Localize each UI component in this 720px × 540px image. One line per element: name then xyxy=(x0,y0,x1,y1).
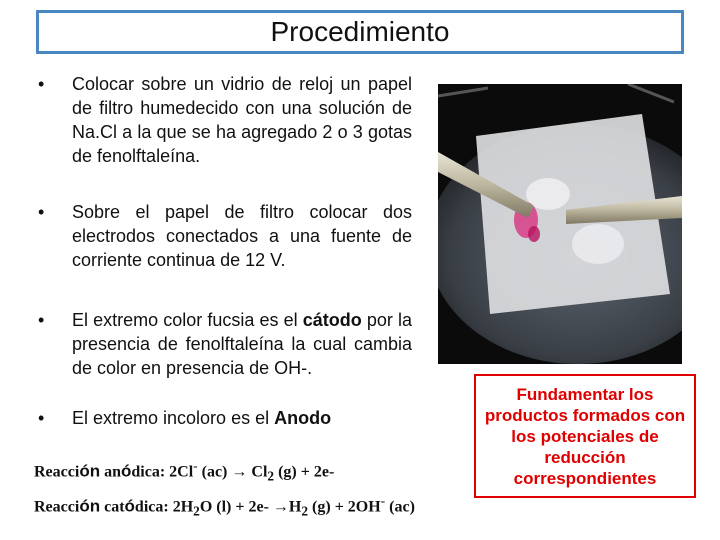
bullet-marker: • xyxy=(38,74,45,94)
bullet-text-part: por la presencia de fenolftaleína la cual cambia de color en presencia de OH-. xyxy=(72,310,412,378)
bullet-text-part: El extremo color fucsia es el xyxy=(72,310,303,330)
fuchsia-stain-core xyxy=(528,226,540,242)
reaction-text: cat xyxy=(100,497,125,515)
callout-box xyxy=(474,374,696,498)
bullet-text-part: El extremo incoloro es el xyxy=(72,408,275,428)
reaction-text: 2 xyxy=(267,468,275,484)
reaction-text: (ac) xyxy=(385,497,415,515)
bullet-text: Colocar sobre un vidrio de reloj un papel de filtro humedecido con una solución de Na.Cl a la que se ha agregado 2 o 3 gotas de fenolftaleína. xyxy=(72,74,412,166)
reaction-text: Reacci xyxy=(34,497,80,515)
reaction-text: O (l) + 2e- →H xyxy=(199,497,302,515)
reaction-text: (g) + 2OH xyxy=(308,497,381,515)
bullet-marker: • xyxy=(38,310,45,330)
reaction-text: ó xyxy=(124,495,135,515)
reaction-text: 2 xyxy=(301,503,309,519)
bullet-text xyxy=(72,406,412,430)
title-box xyxy=(36,10,684,54)
reaction-text: an xyxy=(100,463,121,481)
bullet-item xyxy=(36,308,416,380)
reaction-text: 2 xyxy=(193,503,200,519)
bullet-text xyxy=(72,308,412,380)
bullet-item xyxy=(36,406,416,430)
bullet-item xyxy=(36,72,416,168)
bullet-text: Sobre el papel de filtro colocar dos electrodos conectados a una fuente de corriente continua de 12 V. xyxy=(72,202,412,270)
reaction-text: dica: 2H xyxy=(134,497,194,515)
reaction-text: - xyxy=(380,492,386,508)
reaction-text: ón xyxy=(79,461,101,481)
experiment-photo-graphic xyxy=(438,84,682,364)
reaction-text: - xyxy=(193,458,198,473)
reaction-text: ón xyxy=(79,495,101,515)
reaction-text: Reacci xyxy=(34,463,80,481)
reaction-text: ó xyxy=(121,461,132,481)
anode-term: Anodo xyxy=(274,408,332,428)
callout-text: Fundamentar los productos formados con los potenciales de reducción correspondientes xyxy=(484,384,686,488)
page-title: Procedimiento xyxy=(270,16,450,47)
paper-highlight xyxy=(572,224,624,264)
experiment-photo xyxy=(438,84,682,364)
reactions-block xyxy=(34,454,474,523)
bullet-marker: • xyxy=(38,408,45,428)
bullet-item xyxy=(36,200,416,272)
reaction-text: (g) + 2e- xyxy=(274,463,335,481)
anodic-reaction xyxy=(34,454,474,489)
reaction-text: (ac) → Cl xyxy=(197,463,268,481)
reaction-text: dica: 2Cl xyxy=(131,463,194,481)
cathodic-reaction xyxy=(34,489,474,524)
bullet-marker: • xyxy=(38,202,45,222)
cathode-term: cátodo xyxy=(302,310,362,330)
